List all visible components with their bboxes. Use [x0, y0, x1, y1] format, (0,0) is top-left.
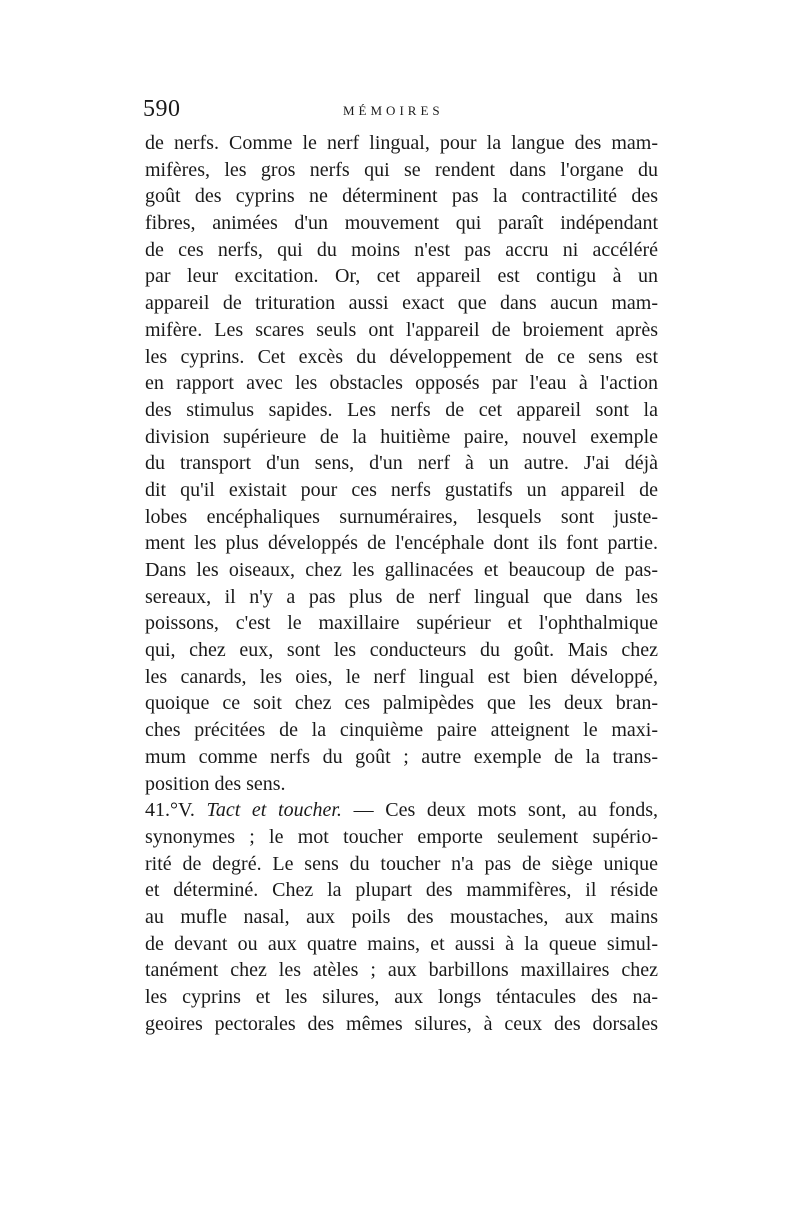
text-line: par leur excitation. Or, cet appareil est contigu à un — [145, 265, 658, 288]
text-line: quoique ce soit chez ces palmipèdes que les deux bran- — [145, 692, 658, 715]
text-line: les canards, les oies, le nerf lingual est bien développé, — [145, 665, 658, 688]
text-line: du transport d'un sens, d'un nerf à un autre. J'ai déjà — [145, 452, 658, 475]
text-line: au mufle nasal, aux poils des moustaches, aux mains — [145, 905, 658, 928]
text-line: ment les plus développés de l'encéphale dont ils font partie. — [145, 532, 658, 555]
text-line: goût des cyprins ne déterminent pas la contractilité des — [145, 185, 658, 208]
body-text — [145, 130, 658, 1037]
text-line: et déterminé. Chez la plupart des mammifères, il réside — [145, 879, 658, 902]
text-line: synonymes ; le mot toucher emporte seulement supério- — [145, 825, 658, 848]
text-line: mum comme nerfs du goût ; autre exemple de la trans- — [145, 745, 658, 768]
text-line: position des sens. — [145, 772, 286, 795]
text-line: lobes encéphaliques surnuméraires, lesquels sont juste- — [145, 505, 658, 528]
text-line: en rapport avec les obstacles opposés par l'eau à l'action — [145, 372, 658, 395]
text-line: qui, chez eux, sont les conducteurs du goût. Mais chez — [145, 639, 658, 662]
text-line: poissons, c'est le maxillaire supérieur et l'ophthalmique — [145, 612, 658, 635]
text-line: ches précitées de la cinquième paire atteignent le maxi- — [145, 719, 658, 742]
text-line: des stimulus sapides. Les nerfs de cet appareil sont la — [145, 398, 658, 421]
section-number: 41.°V. — [145, 799, 195, 822]
text-line: sereaux, il n'y a pas plus de nerf lingual que dans les — [145, 585, 658, 608]
section-first-line: — Ces deux mots sont, au fonds, — [353, 799, 658, 822]
text-line: division supérieure de la huitième paire, nouvel exemple — [145, 425, 658, 448]
text-line: de nerfs. Comme le nerf lingual, pour la langue des mam- — [145, 132, 658, 154]
text-line: mifère. Les scares seuls ont l'appareil de broiement après — [145, 318, 658, 341]
section-heading-line — [145, 797, 658, 824]
text-line: les cyprins et les silures, aux longs téntacules des na- — [145, 986, 658, 1008]
running-head: MÉMOIRES — [343, 103, 444, 118]
text-line: de ces nerfs, qui du moins n'est pas accru ni accéléré — [145, 238, 658, 261]
text-line: geoires pectorales des mêmes silures, à ceux des dorsales — [145, 1012, 658, 1035]
text-line: dit qu'il existait pour ces nerfs gustatifs un appareil de — [145, 478, 658, 501]
text-line: fibres, animées d'un mouvement qui paraît indépendant — [145, 212, 658, 235]
text-line: de devant ou aux quatre mains, et aussi à la queue simul- — [145, 932, 658, 955]
text-line: Dans les oiseaux, chez les gallinacées et beaucoup de pas- — [145, 559, 658, 581]
text-line: mifères, les gros nerfs qui se rendent dans l'organe du — [145, 158, 658, 181]
section-title: Tact et toucher. — [206, 799, 342, 822]
page-number: 590 — [143, 96, 181, 122]
text-line: tanément chez les atèles ; aux barbillons maxillaires chez — [145, 959, 658, 982]
text-line: appareil de trituration aussi exact que dans aucun mam- — [145, 292, 658, 315]
text-line: les cyprins. Cet excès du développement de ce sens est — [145, 345, 658, 368]
text-line: rité de degré. Le sens du toucher n'a pas de siège unique — [145, 852, 658, 875]
page-header — [143, 96, 663, 126]
